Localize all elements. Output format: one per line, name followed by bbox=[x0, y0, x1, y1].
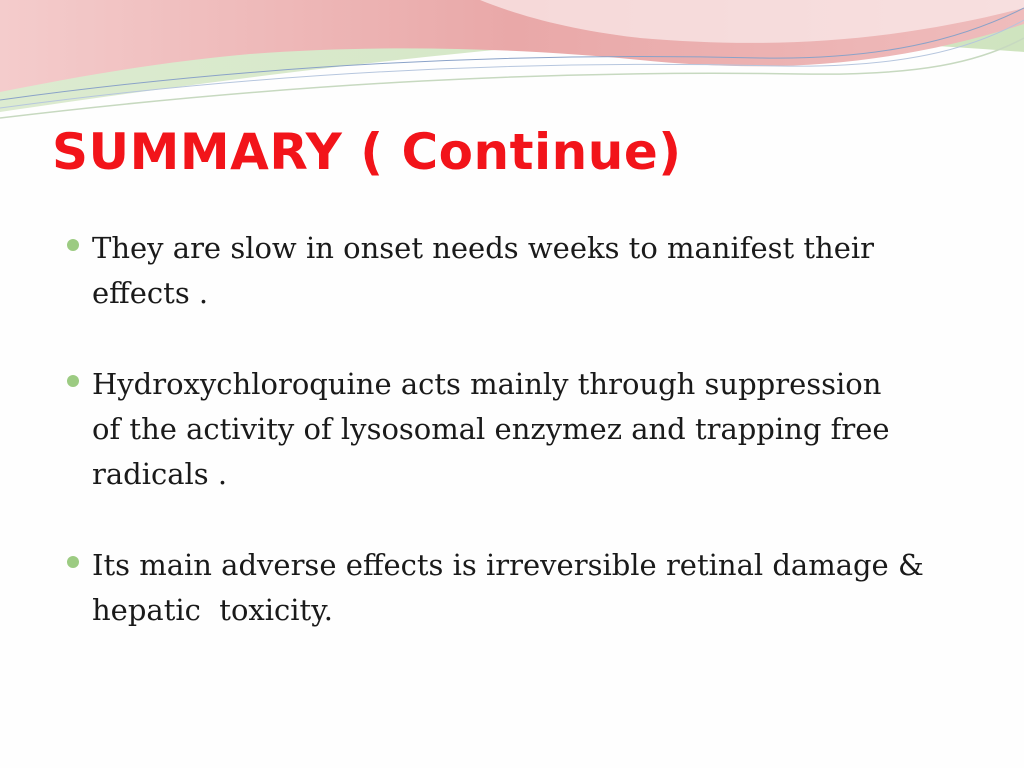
decorative-banner bbox=[0, 0, 1024, 130]
list-item bbox=[64, 362, 964, 497]
bullet-text: Hydroxychloroquine acts mainly through suppression of the activity of lysosomal enzymez and trapping free radicals . bbox=[92, 367, 890, 491]
bullet-text: Its main adverse effects is irreversible retinal damage & hepatic toxicity. bbox=[92, 548, 924, 627]
list-item bbox=[64, 543, 964, 633]
bullet-marker-icon bbox=[67, 556, 79, 568]
bullet-text: They are slow in onset needs weeks to manifest their effects . bbox=[92, 231, 875, 310]
bullet-marker-icon bbox=[67, 239, 79, 251]
slide-title: SUMMARY ( Continue) bbox=[52, 123, 682, 181]
bullet-list bbox=[64, 226, 964, 679]
bullet-marker-icon bbox=[67, 375, 79, 387]
list-item bbox=[64, 226, 964, 316]
